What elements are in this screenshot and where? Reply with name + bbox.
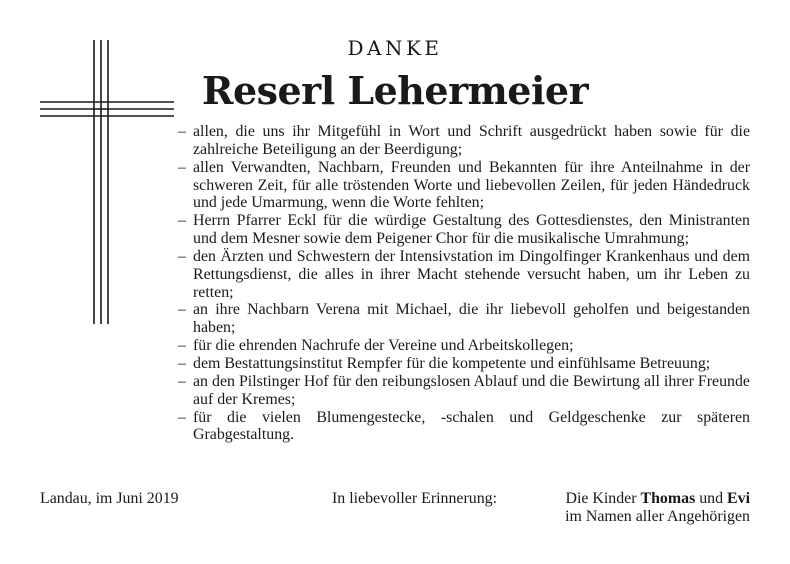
list-bullet: – bbox=[178, 247, 186, 265]
signers bbox=[531, 490, 750, 526]
list-item-text: allen Verwandten, Nachbarn, Freunden und Bekannten für ihre Anteilnahme in der schweren Zeit, für alle tröstenden Worte und liebevollen Zeilen, für jeden Händedruck und jede Umarmung, wenn die Worte fehlten; bbox=[193, 158, 750, 212]
list-item bbox=[178, 301, 750, 337]
signers-connector: und bbox=[695, 490, 728, 507]
relatives-line: im Namen aller Angehörigen bbox=[565, 508, 750, 525]
list-item bbox=[178, 248, 750, 302]
signers-prefix: Die Kinder bbox=[565, 490, 641, 507]
place-date: Landau, im Juni 2019 bbox=[40, 490, 179, 507]
signers-line bbox=[531, 490, 750, 508]
list-item-text: Herrn Pfarrer Eckl für die würdige Gestaltung des Gottesdienstes, den Ministranten und dem Mesner sowie dem Peigener Chor für die musikalische Umrahmung; bbox=[193, 212, 750, 248]
list-item-text: allen, die uns ihr Mitgefühl in Wort und Schrift ausgedrückt haben sowie für die zahlreiche Beteiligung an der Beerdigung; bbox=[193, 123, 750, 158]
list-bullet: – bbox=[178, 158, 186, 176]
list-item bbox=[178, 373, 750, 409]
list-item-text: den Ärzten und Schwestern der Intensivstation im Dingolfinger Krankenhaus und dem Rettungsdienst, die alles in ihrer Macht stehende versucht haben, um ihr Leben zu retten; bbox=[193, 247, 750, 301]
list-item bbox=[178, 123, 750, 159]
thanks-list bbox=[178, 123, 750, 444]
list-item bbox=[178, 337, 750, 355]
list-item bbox=[178, 212, 750, 248]
list-item bbox=[178, 159, 750, 213]
list-bullet: – bbox=[178, 301, 186, 319]
list-item-text: dem Bestattungsinstitut Rempfer für die kompetente und einfühlsame Betreuung; bbox=[193, 354, 711, 372]
list-bullet: – bbox=[178, 123, 186, 140]
child-name-1: Thomas bbox=[640, 490, 696, 507]
list-item-text: an ihre Nachbarn Verena mit Michael, die ihr liebevoll geholfen und beigestanden haben; bbox=[193, 301, 750, 337]
list-item-text: für die vielen Blumengestecke, -schalen und Geldgeschenke zur späteren Grabgestaltung. bbox=[193, 408, 750, 444]
list-item-text: an den Pilstinger Hof für den reibungslosen Ablauf und die Bewirtung all ihrer Freunde auf der Kremes; bbox=[193, 372, 750, 408]
title-danke: DANKE bbox=[347, 36, 443, 60]
list-bullet: – bbox=[178, 372, 186, 390]
child-name-2: Evi bbox=[727, 490, 750, 507]
list-item bbox=[178, 355, 750, 373]
list-bullet: – bbox=[178, 212, 186, 230]
deceased-name: Reserl Lehermeier bbox=[201, 68, 589, 113]
list-bullet: – bbox=[178, 337, 186, 355]
list-item bbox=[178, 409, 750, 445]
memory-label: In liebevoller Erinnerung: bbox=[332, 490, 498, 507]
list-bullet: – bbox=[178, 354, 186, 372]
list-bullet: – bbox=[178, 408, 186, 426]
list-item-text: für die ehrenden Nachrufe der Vereine und Arbeitskollegen; bbox=[193, 337, 574, 355]
